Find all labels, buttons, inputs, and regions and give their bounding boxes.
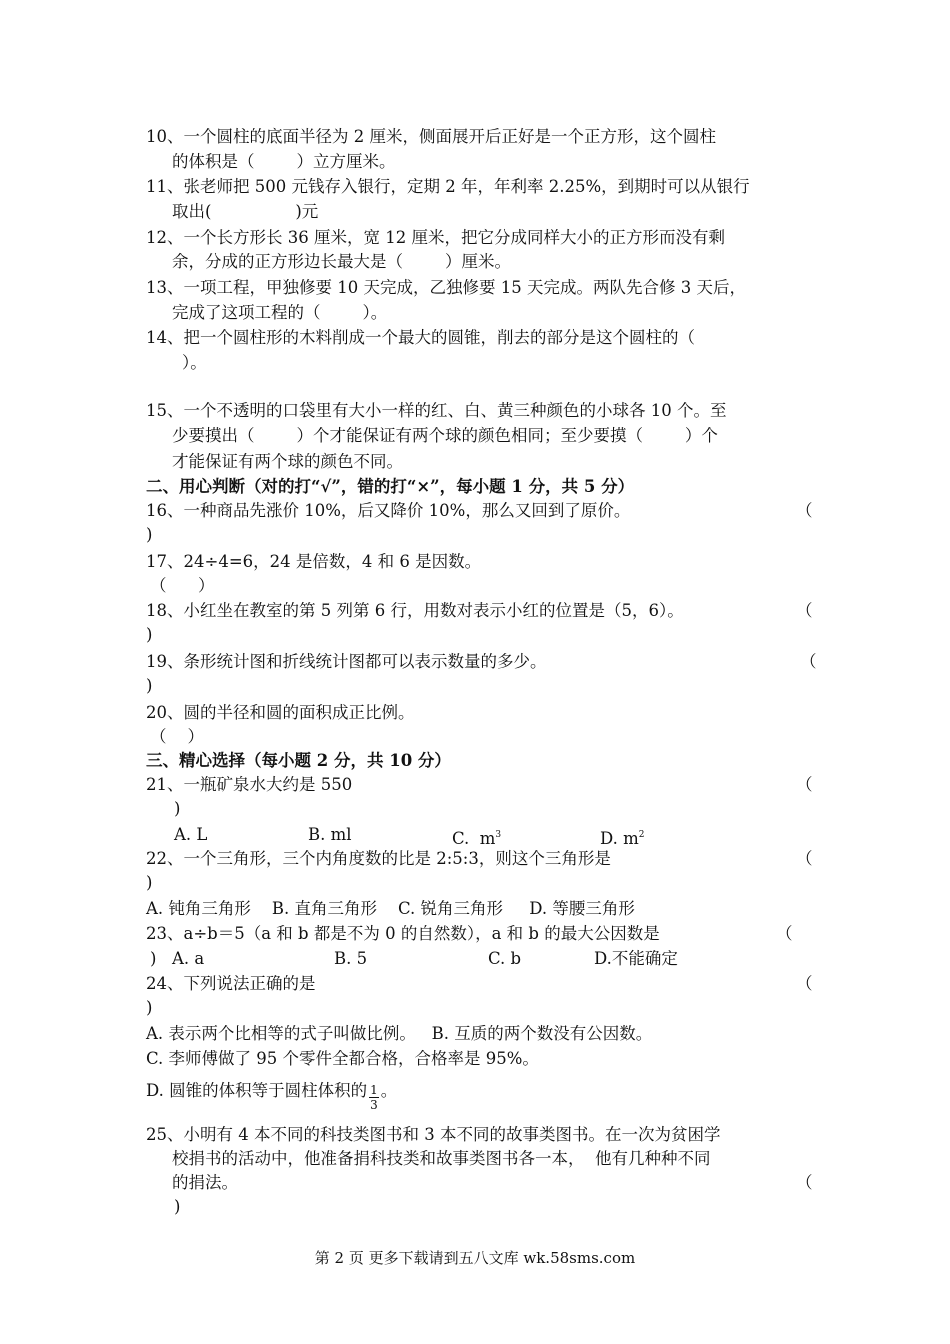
section-2-heading: 二、用心判断（对的打“√”，错的打“×”，每小题 1 分，共 5 分） [146, 477, 635, 496]
q23-option-d: D.不能确定 [594, 949, 678, 968]
q15-line3: 才能保证有两个球的颜色不同。 [172, 452, 403, 471]
q19-text: 19、条形统计图和折线统计图都可以表示数量的多少。 [146, 652, 547, 671]
q18-paren-close: ) [146, 625, 153, 644]
q24-paren-open: （ [796, 974, 813, 993]
q16-text: 16、一种商品先涨价 10%，后又降价 10%，那么又回到了原价。 [146, 501, 631, 520]
q11-line1: 11、张老师把 500 元钱存入银行，定期 2 年，年利率 2.25%，到期时可以从银行 [146, 177, 750, 196]
q10-line1: 10、一个圆柱的底面半径为 2 厘米，侧面展开后正好是一个正方形，这个圆柱 [146, 127, 716, 146]
q12-line2: 余，分成的正方形边长最大是（ ）厘米。 [172, 252, 511, 271]
q23-option-a: A. a [172, 949, 205, 968]
q14-line1: 14、把一个圆柱形的木料削成一个最大的圆锥，削去的部分是这个圆柱的（ [146, 328, 695, 347]
q25-line1: 25、小明有 4 本不同的科技类图书和 3 本不同的故事类图书。在一次为贫困学 [146, 1125, 721, 1144]
q17-answer-blank: （ ） [150, 576, 215, 595]
q16-paren-close: ) [146, 525, 153, 544]
q15-line1: 15、一个不透明的口袋里有大小一样的红、白、黄三种颜色的小球各 10 个。至 [146, 401, 727, 420]
q21-paren-open: （ [796, 775, 813, 794]
q11-line2: 取出( )元 [172, 202, 319, 221]
q22-options: A. 钝角三角形 B. 直角三角形 C. 锐角三角形 D. 等腰三角形 [146, 899, 635, 918]
q25-line3: 的捐法。 [172, 1173, 238, 1192]
q12-line1: 12、一个长方形长 36 厘米，宽 12 厘米，把它分成同样大小的正方形而没有剩 [146, 228, 725, 247]
q20-answer-blank: （ ） [150, 727, 204, 746]
q21-option-d: D. $m^2$ [600, 829, 645, 848]
q23-text: 23、a÷b＝5（a 和 b 都是不为 0 的自然数），a 和 b 的最大公因数是 [146, 924, 660, 943]
q25-line2: 校捐书的活动中，他准备捐科技类和故事类图书各一本， 他有几种种不同 [172, 1149, 711, 1168]
q21-option-c: C. $m^3$ [452, 829, 502, 848]
q24-options-ab: A. 表示两个比相等的式子叫做比例。 B. 互质的两个数没有公因数。 [146, 1024, 653, 1043]
q22-paren-close: ) [146, 873, 153, 892]
q23-paren-close: ) [150, 949, 157, 968]
q23-paren-open: （ [776, 924, 793, 943]
q23-option-c: C. b [488, 949, 522, 968]
q10-line2: 的体积是（ ）立方厘米。 [172, 152, 396, 171]
fraction-one-third: $\frac{1}{3}$ [370, 1083, 378, 1112]
q13-line2: 完成了这项工程的（ ）。 [172, 303, 388, 322]
q24-text: 24、下列说法正确的是 [146, 974, 316, 993]
q24-option-d: D. 圆锥的体积等于圆柱体积的 $\frac{1}{3}$ 。 [146, 1081, 398, 1112]
q21-text: 21、一瓶矿泉水大约是 550 [146, 775, 353, 794]
q25-paren-close: ) [174, 1197, 181, 1216]
q18-paren-open: （ [796, 601, 813, 620]
q23-option-b: B. 5 [334, 949, 368, 968]
q24-paren-close: ) [146, 998, 153, 1017]
q22-text: 22、一个三角形，三个内角度数的比是 2:5:3，则这个三角形是 [146, 849, 611, 868]
q21-paren-close: ) [174, 799, 181, 818]
q19-paren-open: （ [800, 652, 817, 671]
q14-line2: ）。 [182, 353, 207, 372]
q21-option-b: B. ml [308, 825, 352, 844]
q20-text: 20、圆的半径和圆的面积成正比例。 [146, 703, 415, 722]
q22-paren-open: （ [796, 849, 813, 868]
q16-paren-open: （ [796, 501, 813, 520]
q15-line2: 少要摸出（ ）个才能保证有两个球的颜色相同；至少要摸（ ）个 [172, 426, 718, 445]
q19-paren-close: ) [146, 676, 153, 695]
q21-option-a: A. L [174, 825, 208, 844]
q25-paren-open: （ [796, 1173, 813, 1192]
section-3-heading: 三、精心选择（每小题 2 分，共 10 分） [146, 751, 451, 770]
page-footer: 第 2 页 更多下载请到五八文库 wk.58sms.com [314, 1249, 636, 1267]
q17-text: 17、24÷4=6，24 是倍数，4 和 6 是因数。 [146, 552, 482, 571]
q24-option-c: C. 李师傅做了 95 个零件全都合格，合格率是 95%。 [146, 1049, 539, 1068]
q13-line1: 13、一项工程，甲独修要 10 天完成，乙独修要 15 天完成。两队先合修 3 天后， [146, 278, 746, 297]
q18-text: 18、小红坐在教室的第 5 列第 6 行，用数对表示小红的位置是（5，6）。 [146, 601, 684, 620]
